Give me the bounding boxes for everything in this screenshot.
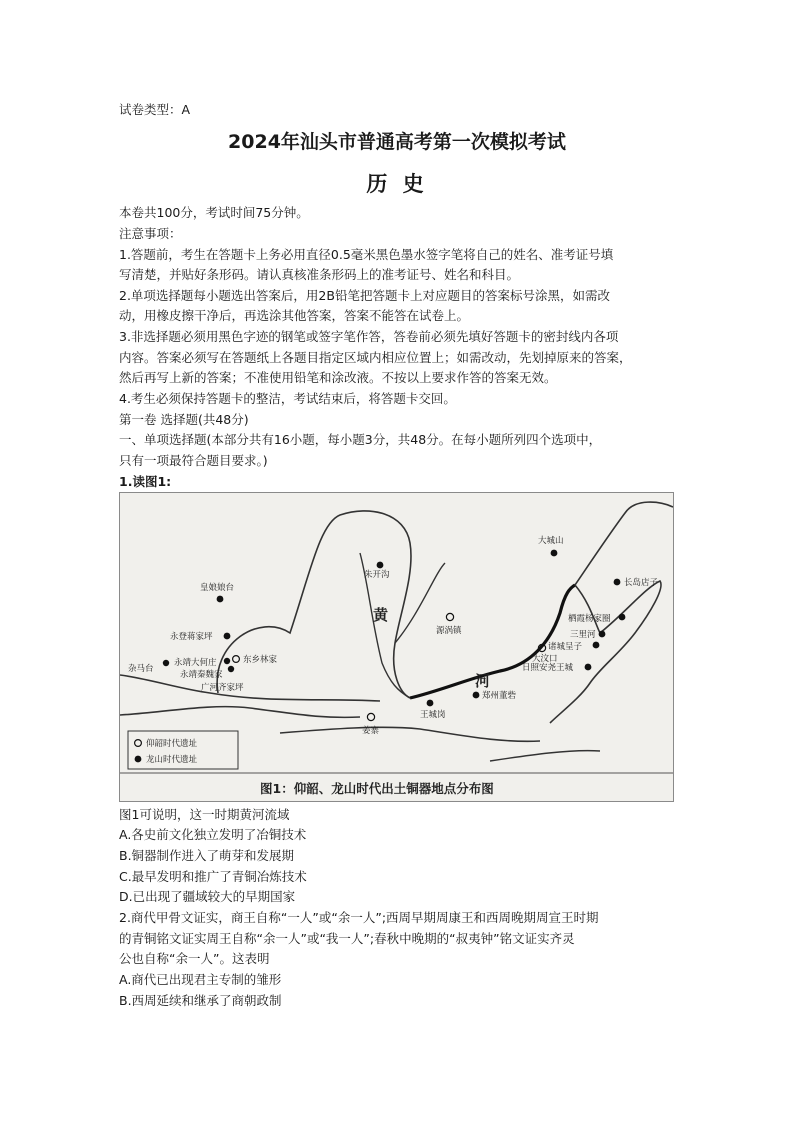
section-instr-line-1: 一、单项选择题(本部分共有16小题，每小题3分，共48分。在每小题所列四个选项中， xyxy=(119,432,602,447)
site-label-qijiaping: 广河齐家坪 xyxy=(201,683,244,693)
site-label-dongxiang: 东乡林家 xyxy=(243,655,278,665)
shandong-coast xyxy=(550,581,661,723)
site-dot-dongxiang xyxy=(233,656,240,663)
site-dot-dahezhuang xyxy=(224,658,230,664)
site-label-dawenkou: 大汶口 xyxy=(532,654,558,664)
legend-longshan-symbol xyxy=(135,756,142,763)
site-dot-changdao xyxy=(614,579,621,586)
site-dot-qixia xyxy=(619,614,626,621)
site-dot-zhukaigou xyxy=(377,562,384,569)
q2-stem-line-3: 公也自称“余一人”。这表明 xyxy=(119,951,270,966)
site-label-qinweijia: 永靖秦魏家 xyxy=(180,670,223,680)
river-bend-outline xyxy=(217,511,411,698)
note-3-line-3: 然后再写上新的答案；不准使用铅笔和涂改液。不按以上要求作答的答案无效。 xyxy=(119,370,557,385)
site-label-wangchenggang: 王城岗 xyxy=(420,710,446,720)
south-river-line xyxy=(120,707,360,718)
site-dot-zamatai xyxy=(163,660,169,666)
legend-yangshao-label: 仰韶时代遗址 xyxy=(146,739,198,749)
note-2-line-2: 动，用橡皮擦干净后，再选涂其他答案，答案不能答在试卷上。 xyxy=(119,308,470,323)
q1-option-b: B.铜器制作进入了萌芽和发展期 xyxy=(119,848,295,863)
exam-title: 2024年汕头市普通高考第一次模拟考试 xyxy=(228,131,566,153)
q2-stem-line-1: 2.商代甲骨文证实，商王自称“一人”或“余一人”;西周早期周康王和西周晚期周宣王时期 xyxy=(119,910,599,925)
southern-boundary-line xyxy=(120,675,380,701)
site-label-changdao: 长岛店子 xyxy=(624,578,659,588)
q1-option-c: C.最早发明和推广了青铜冶炼技术 xyxy=(119,869,307,884)
site-label-rizhao: 日照安尧王城 xyxy=(522,663,574,673)
site-label-yongdeng: 永登蒋家坪 xyxy=(170,632,213,642)
site-dot-huangniangniangtai xyxy=(217,596,224,603)
huai-line xyxy=(280,727,540,741)
legend-longshan-label: 龙山时代遗址 xyxy=(146,755,198,765)
map-svg xyxy=(120,493,673,801)
q1-stem: 1.读图1: xyxy=(119,474,172,489)
river-label-he: 河 xyxy=(475,672,491,690)
bohai-coast-north xyxy=(575,502,673,585)
site-label-zhengzhou: 郑州董砦 xyxy=(482,691,517,701)
note-1-line-2: 写清楚，并贴好条形码。请认真核准条形码上的准考证号、姓名和科目。 xyxy=(119,267,520,282)
site-dot-wangchenggang xyxy=(427,700,434,707)
map-caption: 图1：仰韶、龙山时代出土铜器地点分布图 xyxy=(260,781,494,796)
notes-intro: 本卷共100分，考试时间75分钟。 xyxy=(119,205,309,220)
site-label-yuanwozhen: 源涡镇 xyxy=(436,626,462,636)
note-4: 4.考生必须保持答题卡的整洁，考试结束后，将答题卡交回。 xyxy=(119,391,456,406)
notes-heading: 注意事项： xyxy=(119,226,182,241)
site-dot-zhengzhou xyxy=(473,692,480,699)
site-label-dahezhuang: 永靖大何庄 xyxy=(174,658,217,668)
site-label-huangniangniangtai: 皇娘娘台 xyxy=(200,583,235,593)
site-dot-qinweijia xyxy=(228,666,234,672)
note-1-line-1: 1.答题前，考生在答题卡上务必用直径0.5毫米黑色墨水签字笔将自己的姓名、准考证号填 xyxy=(119,247,614,262)
site-label-zamatai: 杂马台 xyxy=(128,664,154,674)
q1-prompt: 图1可说明，这一时期黄河流域 xyxy=(119,807,290,822)
q2-option-b: B.西周延续和继承了商朝政制 xyxy=(119,993,282,1008)
site-dot-rizhao xyxy=(585,664,592,671)
section-instr-line-2: 只有一项最符合题目要求。) xyxy=(119,453,268,468)
site-label-dachengshan: 大城山 xyxy=(538,536,564,546)
site-label-sanlihe: 三里河 xyxy=(570,630,596,640)
paper-type: 试卷类型：A xyxy=(119,102,191,117)
section-part: 第一卷 选择题(共48分) xyxy=(119,412,249,427)
site-dot-jiangzhai xyxy=(367,713,374,720)
q1-option-a: A.各史前文化独立发明了冶铜技术 xyxy=(119,827,307,842)
lower-river-line xyxy=(490,751,600,761)
river-label-huang: 黄 xyxy=(373,606,389,624)
site-dot-dachengshan xyxy=(551,550,558,557)
site-dot-sanlihe xyxy=(599,631,606,638)
site-label-qixia: 栖霞杨家圈 xyxy=(568,614,611,624)
q1-option-d: D.已出现了疆域较大的早期国家 xyxy=(119,889,296,904)
note-3-line-2: 内容。答案必须写在答题纸上各题目指定区域内相应位置上；如需改动，先划掉原来的答案， xyxy=(119,350,632,365)
note-3-line-1: 3.非选择题必须用黑色字迹的钢笔或签字笔作答，答卷前必须先填好答题卡的密封线内各项 xyxy=(119,329,619,344)
note-2-line-1: 2.单项选择题每小题选出答案后，用2B铅笔把答题卡上对应题目的答案标号涂黑，如需改 xyxy=(119,288,610,303)
site-dot-yongdeng xyxy=(224,633,231,640)
site-label-zhucheng: 诸城呈子 xyxy=(548,642,583,652)
site-dot-yuanwozhen xyxy=(446,613,453,620)
q2-stem-line-2: 的青铜铭文证实周王自称“余一人”或“我一人”;春秋中晚期的“叔夷钟”铭文证实齐灵 xyxy=(119,931,575,946)
site-label-zhukaigou: 朱开沟 xyxy=(364,570,390,580)
site-label-jiangzhai: 姜寨 xyxy=(362,726,380,736)
site-dot-zhucheng xyxy=(593,642,600,649)
distribution-map xyxy=(119,492,674,802)
subject-title: 历 史 xyxy=(366,172,428,196)
q2-option-a: A.商代已出现君主专制的雏形 xyxy=(119,972,282,987)
